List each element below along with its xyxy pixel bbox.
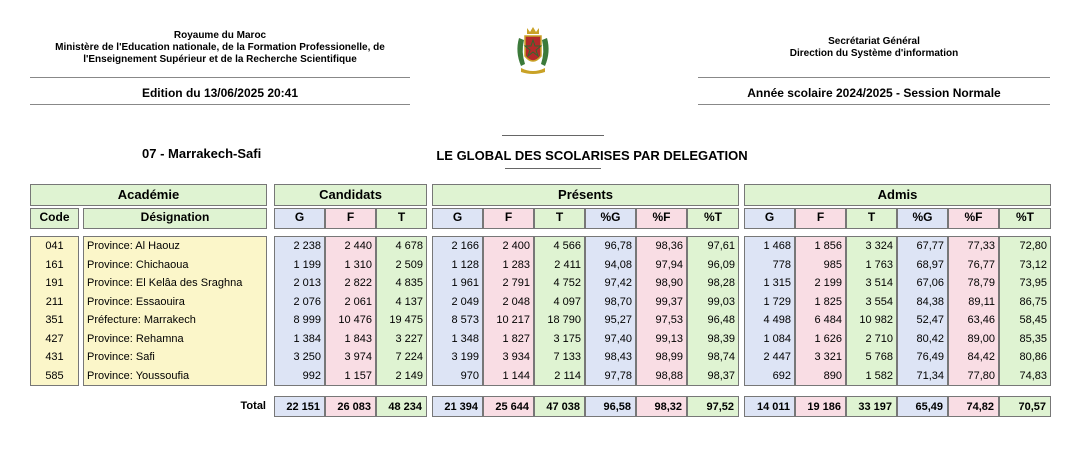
cell-admis-t: 10 982 (859, 314, 893, 326)
cell-candidats-f: 3 974 (344, 351, 372, 363)
cell-admis-pct-g: 67,77 (916, 240, 944, 252)
cell-admis-pct-f: 63,46 (967, 314, 995, 326)
cell-admis-f: 890 (823, 369, 842, 382)
cell-admis-f: 985 (823, 258, 842, 271)
cell-presents-pct-g: 97,40 (604, 332, 632, 345)
cell-admis-pct-f: 84,42 (967, 351, 995, 363)
cell-presents-t: 4 752 (553, 277, 581, 289)
cell-candidats-f: 1 843 (344, 332, 372, 345)
secretariat-header (698, 36, 1050, 60)
cell-admis-f: 1 856 (814, 240, 842, 252)
cell-code: 585 (45, 369, 64, 382)
header-divider-right-bottom (698, 104, 1050, 105)
total-candidats-t: 48 234 (376, 396, 427, 417)
cell-presents-pct-t: 97,61 (707, 240, 735, 252)
total-admis-t: 33 197 (846, 396, 897, 417)
cell-presents-t: 4 097 (553, 295, 581, 308)
cell-candidats-g: 2 076 (293, 295, 321, 308)
cell-presents-t: 3 175 (553, 332, 581, 345)
directorate-name: Direction du Système d'information (789, 48, 959, 59)
secretariat-name: Secrétariat Général (828, 36, 920, 47)
cell-admis-f: 2 199 (814, 277, 842, 289)
total-candidats-g: 22 151 (274, 396, 325, 417)
cell-candidats-g: 2 013 (293, 277, 321, 289)
cell-presents-t: 7 133 (553, 351, 581, 363)
cell-designation: Province: Chichaoua (87, 258, 189, 271)
cell-presents-pct-f: 98,88 (655, 369, 683, 382)
cell-admis-pct-g: 71,34 (916, 369, 944, 382)
cell-candidats-f: 2 440 (344, 240, 372, 252)
cell-presents-pct-t: 98,74 (707, 351, 735, 363)
cell-candidats-t: 4 678 (395, 240, 423, 252)
cell-admis-g: 1 084 (763, 332, 791, 345)
cell-code: 427 (45, 332, 64, 345)
total-candidats-f: 26 083 (325, 396, 376, 417)
cell-admis-pct-g: 68,97 (916, 258, 944, 271)
total-presents-t: 47 038 (534, 396, 585, 417)
total-presents-pct-f: 98,32 (636, 396, 687, 417)
cell-admis-pct-t: 72,80 (1019, 240, 1047, 252)
cell-admis-t: 3 514 (865, 277, 893, 289)
cell-admis-pct-f: 77,33 (967, 240, 995, 252)
group-header-academie: Académie (30, 184, 267, 206)
cell-admis-pct-f: 77,80 (967, 369, 995, 382)
ministry-header (30, 30, 410, 66)
col-header-presents-pt: %T (687, 208, 739, 229)
cell-presents-f: 1 827 (502, 332, 530, 345)
cell-candidats-g: 1 384 (293, 332, 321, 345)
cell-admis-f: 3 321 (814, 351, 842, 363)
cell-candidats-g: 3 250 (293, 351, 321, 363)
cell-admis-g: 2 447 (763, 351, 791, 363)
cell-presents-g: 3 199 (451, 351, 479, 363)
col-header-candidats-g: G (274, 208, 325, 229)
total-presents-g: 21 394 (432, 396, 483, 417)
col-header-admis-pf: %F (948, 208, 999, 229)
cell-candidats-t: 4 137 (395, 295, 423, 308)
cell-designation: Préfecture: Marrakech (87, 314, 196, 326)
page-title: LE GLOBAL DES SCOLARISES PAR DELEGATION (436, 148, 748, 163)
cell-code: 431 (45, 351, 64, 363)
cell-presents-g: 8 573 (451, 314, 479, 326)
cell-admis-t: 1 763 (865, 258, 893, 271)
cell-presents-pct-f: 99,37 (655, 295, 683, 308)
cell-presents-f: 2 048 (502, 295, 530, 308)
cell-presents-g: 2 166 (451, 240, 479, 252)
cell-presents-t: 2 411 (554, 258, 581, 271)
kingdom-name: Royaume du Maroc (173, 30, 267, 41)
cell-presents-pct-t: 96,09 (707, 258, 735, 271)
region-name: 07 - Marrakech-Safi (142, 146, 262, 161)
cell-admis-pct-t: 80,86 (1019, 351, 1047, 363)
cell-designation: Province: El Kelâa des Sraghna (87, 277, 243, 289)
cell-designation: Province: Rehamna (87, 332, 184, 345)
cell-presents-f: 2 791 (502, 277, 530, 289)
col-header-code: Code (30, 208, 79, 229)
cell-admis-t: 2 710 (865, 332, 893, 345)
cell-presents-pct-g: 97,78 (604, 369, 632, 382)
total-presents-pct-g: 96,58 (585, 396, 636, 417)
cell-admis-t: 3 324 (865, 240, 893, 252)
cell-designation: Province: Essaouira (87, 295, 185, 308)
col-header-presents-pg: %G (585, 208, 636, 229)
col-header-admis-f: F (795, 208, 846, 229)
cell-admis-pct-f: 89,00 (967, 332, 995, 345)
cell-presents-pct-t: 99,03 (707, 295, 735, 308)
cell-presents-pct-f: 98,90 (655, 277, 683, 289)
cell-presents-t: 4 566 (553, 240, 581, 252)
school-year: Année scolaire 2024/2025 - Session Normale (747, 86, 1001, 100)
cell-admis-g: 4 498 (763, 314, 791, 326)
cell-presents-t: 18 790 (547, 314, 581, 326)
cell-presents-f: 3 934 (502, 351, 530, 363)
cell-code: 351 (45, 314, 64, 326)
cell-admis-t: 1 582 (865, 369, 893, 382)
cell-presents-pct-g: 98,70 (604, 295, 632, 308)
cell-admis-pct-g: 67,06 (916, 277, 944, 289)
cell-admis-g: 1 315 (763, 277, 791, 289)
cell-candidats-g: 8 999 (293, 314, 321, 326)
cell-admis-t: 3 554 (865, 295, 893, 308)
cell-admis-pct-t: 74,83 (1019, 369, 1047, 382)
cell-admis-pct-t: 85,35 (1019, 332, 1047, 345)
col-header-designation: Désignation (83, 208, 267, 229)
col-header-presents-t: T (534, 208, 585, 229)
cell-presents-pct-f: 99,13 (655, 332, 683, 345)
header-divider-left (30, 77, 410, 78)
cell-presents-pct-g: 97,42 (604, 277, 632, 289)
cell-presents-g: 1 128 (451, 258, 479, 271)
cell-admis-t: 5 768 (865, 351, 893, 363)
col-header-presents-pf: %F (636, 208, 687, 229)
col-header-presents-g: G (432, 208, 483, 229)
cell-code: 161 (45, 258, 64, 271)
total-admis-pct-t: 70,57 (999, 396, 1051, 417)
total-admis-f: 19 186 (795, 396, 846, 417)
col-header-presents-f: F (483, 208, 534, 229)
col-header-candidats-f: F (325, 208, 376, 229)
cell-designation: Province: Safi (87, 351, 155, 363)
total-admis-pct-g: 65,49 (897, 396, 948, 417)
royal-emblem-icon (513, 26, 553, 76)
cell-presents-t: 2 114 (554, 369, 581, 382)
cell-candidats-g: 992 (302, 369, 321, 382)
cell-presents-g: 1 961 (451, 277, 479, 289)
cell-presents-pct-f: 98,99 (655, 351, 683, 363)
total-label: Total (240, 400, 266, 412)
cell-candidats-f: 1 310 (344, 258, 372, 271)
cell-presents-pct-g: 95,27 (604, 314, 632, 326)
cell-admis-g: 1 468 (763, 240, 791, 252)
cell-presents-pct-t: 96,48 (707, 314, 735, 326)
cell-presents-f: 2 400 (502, 240, 530, 252)
group-header-candidats: Candidats (274, 184, 427, 206)
edition-date: Edition du 13/06/2025 20:41 (141, 86, 299, 100)
cell-presents-pct-f: 97,53 (655, 314, 683, 326)
cell-presents-g: 1 348 (451, 332, 479, 345)
total-presents-pct-t: 97,52 (687, 396, 739, 417)
cell-admis-pct-f: 76,77 (967, 258, 995, 271)
cell-code: 041 (45, 240, 64, 252)
cell-admis-pct-t: 73,95 (1019, 277, 1047, 289)
cell-admis-pct-f: 89,11 (968, 295, 995, 308)
cell-presents-g: 2 049 (451, 295, 479, 308)
header-divider-left-bottom (30, 104, 410, 105)
header-divider-right (698, 77, 1050, 78)
cell-candidats-t: 2 509 (395, 258, 423, 271)
cell-candidats-g: 2 238 (293, 240, 321, 252)
col-header-admis-t: T (846, 208, 897, 229)
cell-admis-pct-t: 58,45 (1019, 314, 1047, 326)
cell-admis-f: 1 626 (814, 332, 842, 345)
cell-presents-pct-t: 98,39 (707, 332, 735, 345)
col-header-candidats-t: T (376, 208, 427, 229)
cell-candidats-t: 2 149 (395, 369, 423, 382)
cell-candidats-t: 7 224 (395, 351, 423, 363)
cell-designation: Province: Youssoufia (87, 369, 190, 382)
title-rule-bottom (505, 168, 601, 169)
cell-admis-pct-t: 73,12 (1019, 258, 1047, 271)
cell-candidats-f: 2 061 (344, 295, 372, 308)
cell-designation: Province: Al Haouz (87, 240, 180, 252)
total-admis-pct-f: 74,82 (948, 396, 999, 417)
group-header-admis: Admis (744, 184, 1051, 206)
cell-presents-g: 970 (460, 369, 479, 382)
cell-presents-pct-g: 96,78 (604, 240, 632, 252)
cell-code: 211 (45, 295, 64, 308)
cell-code: 191 (45, 277, 64, 289)
cell-presents-pct-f: 98,36 (655, 240, 683, 252)
cell-presents-pct-g: 94,08 (604, 258, 632, 271)
ministry-name-line2: l'Enseignement Supérieur et de la Recherche Scientifique (83, 54, 357, 65)
cell-candidats-f: 1 157 (344, 369, 372, 382)
cell-admis-pct-g: 84,38 (916, 295, 944, 308)
cell-candidats-t: 4 835 (395, 277, 423, 289)
col-header-admis-g: G (744, 208, 795, 229)
total-admis-g: 14 011 (744, 396, 795, 417)
cell-candidats-t: 3 227 (395, 332, 423, 345)
title-rule-top (502, 135, 604, 136)
group-header-presents: Présents (432, 184, 739, 206)
cell-candidats-g: 1 199 (293, 258, 321, 271)
cell-admis-pct-f: 78,79 (967, 277, 995, 289)
ministry-name-line1: Ministère de l'Education nationale, de la Formation Professionelle, de (55, 42, 385, 53)
cell-presents-pct-t: 98,37 (707, 369, 735, 382)
col-header-admis-pg: %G (897, 208, 948, 229)
cell-admis-g: 1 729 (763, 295, 791, 308)
cell-admis-f: 1 825 (814, 295, 842, 308)
cell-presents-f: 1 144 (502, 369, 530, 382)
cell-admis-pct-g: 76,49 (916, 351, 944, 363)
cell-presents-pct-g: 98,43 (604, 351, 632, 363)
cell-presents-f: 1 283 (502, 258, 530, 271)
cell-admis-pct-g: 52,47 (916, 314, 944, 326)
total-presents-f: 25 644 (483, 396, 534, 417)
cell-presents-f: 10 217 (496, 314, 530, 326)
col-header-admis-pt: %T (999, 208, 1051, 229)
cell-candidats-f: 10 476 (338, 314, 372, 326)
cell-candidats-t: 19 475 (389, 314, 423, 326)
cell-presents-pct-f: 97,94 (655, 258, 683, 271)
cell-admis-pct-t: 86,75 (1019, 295, 1047, 308)
cell-admis-g: 692 (772, 369, 791, 382)
cell-admis-f: 6 484 (814, 314, 842, 326)
cell-admis-pct-g: 80,42 (916, 332, 944, 345)
cell-presents-pct-t: 98,28 (707, 277, 735, 289)
cell-admis-g: 778 (772, 258, 791, 271)
cell-candidats-f: 2 822 (344, 277, 372, 289)
